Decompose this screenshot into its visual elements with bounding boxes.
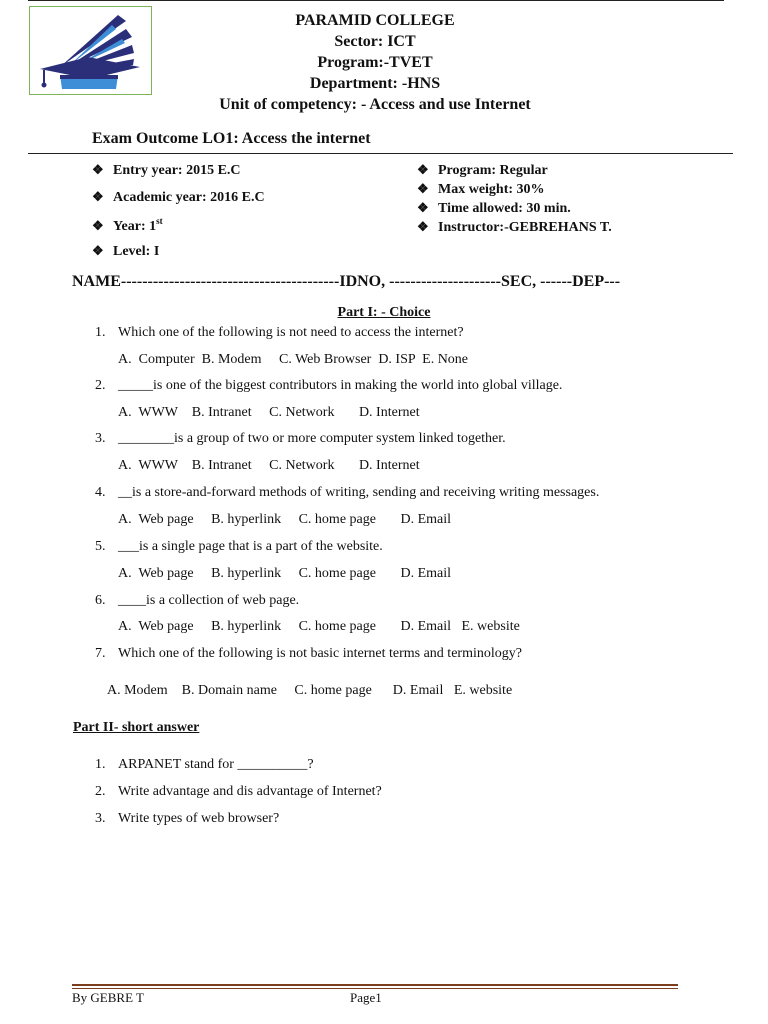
question-text: __is a store-and-forward methods of writing, sending and receiving writing messages. [118,485,600,500]
info-left [92,162,392,262]
diamond-bullet-icon: ❖ [417,162,429,177]
part1-title: Part I: - Choice [337,305,431,320]
program-line: Program:-TVET [317,54,433,71]
academic-year-item [92,189,265,206]
program-type: Program: Regular [438,163,548,178]
question-7 [95,646,522,662]
diamond-bullet-icon: ❖ [92,243,104,258]
question-text: Which one of the following is not basic internet terms and terminology? [118,646,522,661]
question-6-options: A. Web page B. hyperlink C. home page D. Email E. website [118,619,520,634]
sector-line: Sector: ICT [334,33,416,50]
question-number: 6. [95,593,106,608]
question-text: _____is one of the biggest contributors in making the world into global village. [118,378,563,393]
question-number: 3. [95,431,106,446]
instructor-item [417,219,612,236]
question-4 [95,485,599,501]
question-text: ___is a single page that is a part of the website. [118,539,383,554]
question-number: 2. [95,784,106,799]
footer-author: By GEBRE T [72,990,144,1005]
year-item [92,216,163,235]
question-4-options: A. Web page B. hyperlink C. home page D. Email [118,512,451,527]
question-number: 5. [95,539,106,554]
max-weight: Max weight: 30% [438,182,545,197]
entry-year: Entry year: 2015 E.C [113,163,241,178]
college-name: PARAMID COLLEGE [295,12,455,29]
question-7-options: A. Modem B. Domain name C. home page D. Email E. website [107,683,513,698]
academic-year: Academic year: 2016 E.C [113,190,265,205]
diamond-bullet-icon: ❖ [417,181,429,196]
diamond-bullet-icon: ❖ [417,219,429,234]
question-2-options: A. WWW B. Intranet C. Network D. Internet [118,405,420,420]
question-number: 3. [95,811,106,826]
question-text: Write advantage and dis advantage of Internet? [118,784,382,799]
program-item [417,162,548,179]
document-header [160,10,590,115]
level: Level: I [113,244,160,259]
question-text: ________is a group of two or more computer system linked together. [118,431,506,446]
time-allowed: Time allowed: 30 min. [438,201,571,216]
entry-year-item [92,162,241,179]
diamond-bullet-icon: ❖ [92,189,104,204]
instructor: Instructor:-GEBREHANS T. [438,220,612,235]
max-weight-item [417,181,545,198]
question-6 [95,593,299,609]
footer-page-number: Page1 [350,990,382,1005]
diamond-bullet-icon: ❖ [92,217,104,233]
question-5 [95,539,383,555]
short-answer-3 [95,811,279,827]
year: Year: 1 [113,218,157,234]
question-text: ARPANET stand for __________? [118,757,314,772]
question-5-options: A. Web page B. hyperlink C. home page D. Email [118,566,451,581]
question-text: ____is a collection of web page. [118,593,300,608]
footer-rule-thin [72,988,678,989]
short-answer-1 [95,757,314,773]
short-answer-2 [95,784,382,800]
college-logo [29,6,152,95]
diamond-bullet-icon: ❖ [417,200,429,215]
year-superscript: st [156,216,163,226]
question-3 [95,431,506,447]
student-info-line: NAME-----------------------------------------IDNO, ---------------------SEC, ------DEP--- [72,273,621,290]
question-text: Write types of web browser? [118,811,280,826]
unit-line: Unit of competency: - Access and use Internet [219,96,531,113]
exam-outcome-title: Exam Outcome LO1: Access the internet [92,130,371,147]
part2-title: Part II- short answer [73,720,200,735]
graduation-cap-logo-icon [30,7,150,93]
department-line: Department: -HNS [309,75,441,92]
question-text: Which one of the following is not need to access the internet? [118,325,464,340]
question-number: 7. [95,646,106,661]
question-1 [95,325,464,341]
time-allowed-item [417,200,571,217]
question-number: 2. [95,378,106,393]
outcome-rule [28,153,733,154]
info-right [417,162,737,242]
level-item [92,243,159,260]
question-number: 1. [95,325,106,340]
question-number: 1. [95,757,106,772]
question-1-options: A. Computer B. Modem C. Web Browser D. ISP E. None [118,352,469,367]
question-3-options: A. WWW B. Intranet C. Network D. Internet [118,458,420,473]
footer-rule [72,984,678,986]
question-2 [95,378,562,394]
question-number: 4. [95,485,106,500]
top-rule [28,0,724,1]
diamond-bullet-icon: ❖ [92,162,104,177]
part1-heading [0,305,768,321]
